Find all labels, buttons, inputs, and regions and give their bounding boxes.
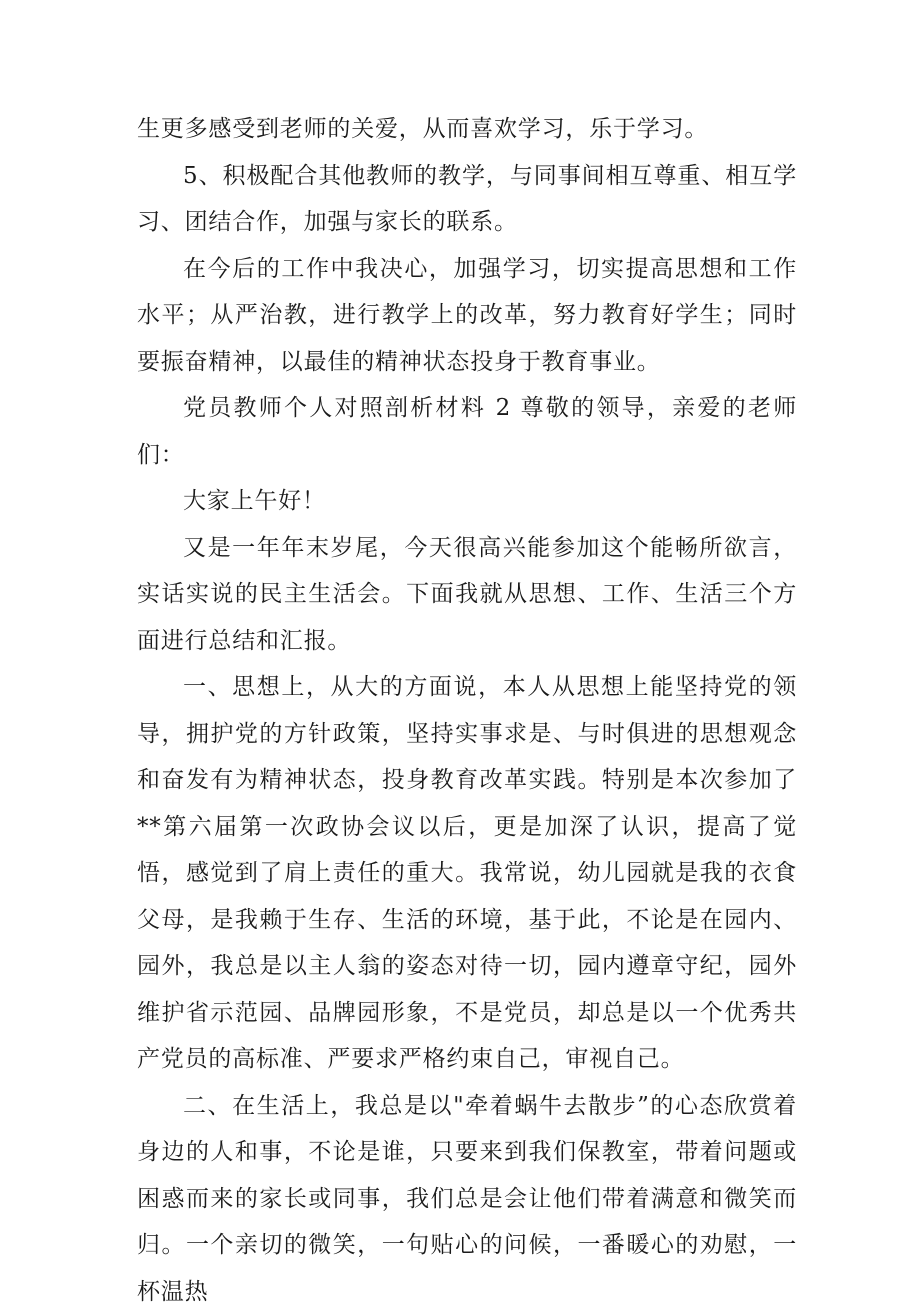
paragraph-continuation: 生更多感受到老师的关爱，从而喜欢学习，乐于学习。 — [137, 106, 797, 153]
paragraph-intro: 又是一年年末岁尾，今天很高兴能参加这个能畅所欲言，实话实说的民主生活会。下面我就从思想、工作、生活三个方面进行总结和汇报。 — [137, 525, 797, 665]
paragraph-thought: 一、思想上，从大的方面说，本人从思想上能坚持党的领导，拥护党的方针政策，坚持实事求是、与时俱进的思想观念和奋发有为精神状态，投身教育改革实践。特别是本次参加了**第六届第一次政协会议以后，更是加深了认识，提高了觉悟，感觉到了肩上责任的重大。我常说，幼儿园就是我的衣食父母，是我赖于生存、生活的环境，基于此，不论是在园内、园外，我总是以主人翁的姿态对待一切，园内遵章守纪，园外维护省示范园、品牌园形象，不是党员，却总是以一个优秀共产党员的高标准、严要求严格约束自己，审视自己。 — [137, 664, 797, 1083]
paragraph-life: 二、在生活上，我总是以"牵着蜗牛去散步”的心态欣赏着身边的人和事，不论是谁，只要来到我们保教室，带着问题或困惑而来的家长或同事，我们总是会让他们带着满意和微笑而归。一个亲切的微笑，一句贴心的问候，一番暖心的劝慰，一杯温热 — [137, 1083, 797, 1315]
paragraph-resolution: 在今后的工作中我决心，加强学习，切实提高思想和工作水平；从严治教，进行教学上的改革，努力教育好学生；同时要振奋精神，以最佳的精神状态投身于教育事业。 — [137, 246, 797, 386]
paragraph-item-5: 5、积极配合其他教师的教学，与同事间相互尊重、相互学习、团结合作，加强与家长的联系。 — [137, 153, 797, 246]
paragraph-greeting: 大家上午好！ — [137, 478, 797, 525]
document-body — [137, 106, 797, 1315]
paragraph-section-heading: 党员教师个人对照剖析材料 2 尊敬的领导，亲爱的老师们： — [137, 385, 797, 478]
